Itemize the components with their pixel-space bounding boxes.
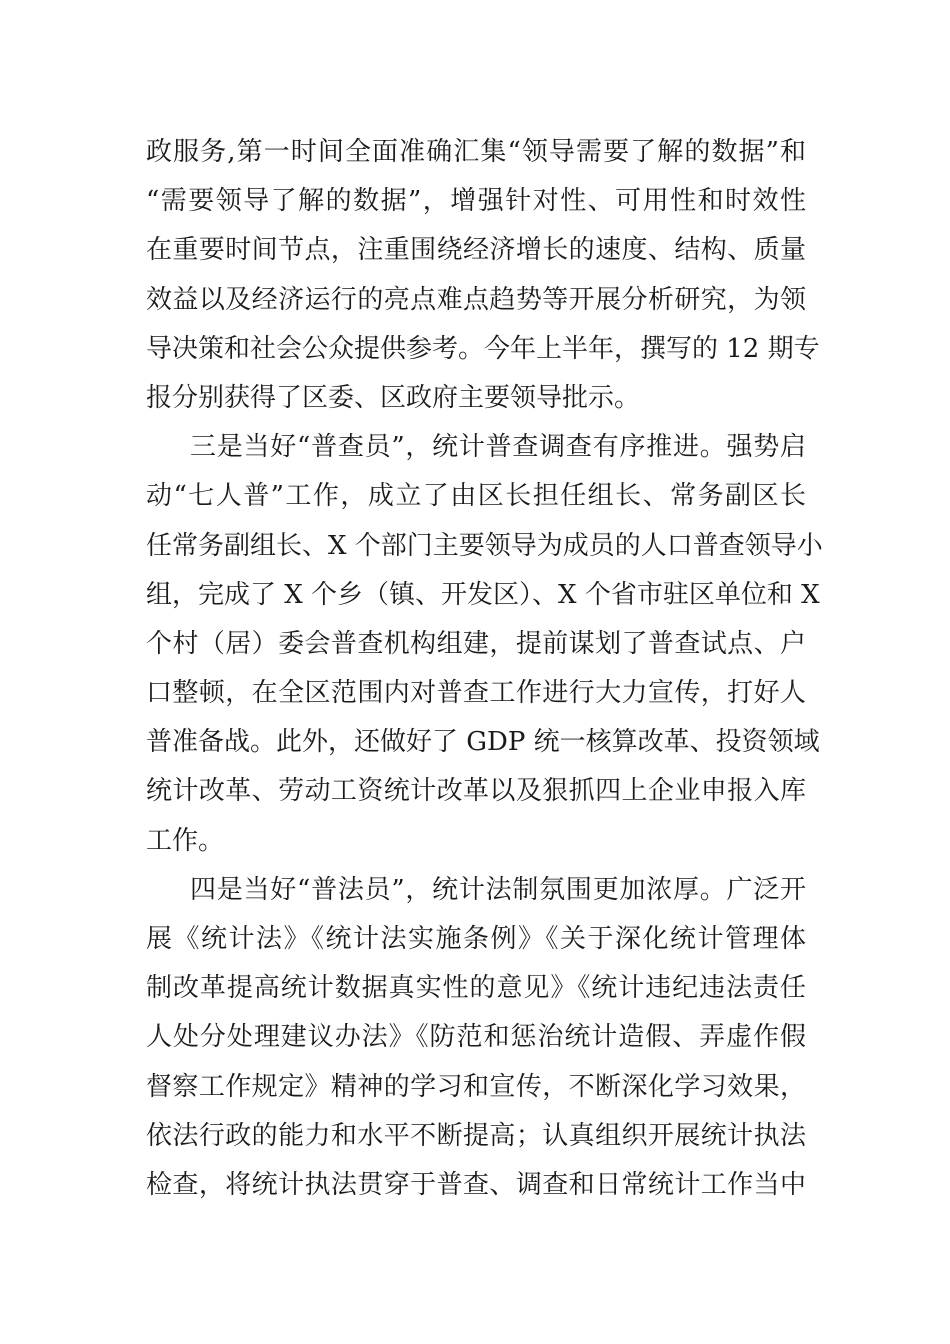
text-line: 在重要时间节点，注重围绕经济增长的速度、结构、质量	[146, 235, 806, 266]
text-line: 普准备战。此外，还做好了 GDP 统一核算改革、投资领域	[146, 727, 820, 758]
text-line: 报分别获得了区委、区政府主要领导批示。	[146, 382, 641, 413]
text-line: 导决策和社会公众提供参考。今年上半年，撰写的 12 期专	[146, 333, 820, 364]
text-line: 个村（居）委会普查机构组建，提前谋划了普查试点、户	[146, 628, 806, 659]
text-line: 督察工作规定》精神的学习和宣传，不断深化学习效果，	[146, 1071, 806, 1102]
text-line: 依法行政的能力和水平不断提高；认真组织开展统计执法	[146, 1120, 806, 1151]
paragraph-start-line: 四是当好“普法员”，统计法制氛围更加浓厚。广泛开	[190, 874, 806, 905]
text-line: 展《统计法》《统计法实施条例》《关于深化统计管理体	[146, 924, 806, 954]
text-line: 制改革提高统计数据真实性的意见》《统计违纪违法责任	[146, 973, 806, 1004]
paragraph-start-line: 三是当好“普查员”，统计普查调查有序推进。强势启	[190, 432, 806, 463]
text-line: 工作。	[146, 825, 225, 856]
text-line: 效益以及经济运行的亮点难点趋势等开展分析研究，为领	[146, 284, 806, 315]
body-text	[146, 128, 823, 1210]
text-line: 动“七人普”工作，成立了由区长担任组长、常务副区长	[146, 481, 806, 512]
text-line: 政服务,第一时间全面准确汇集“领导需要了解的数据”和	[146, 137, 806, 167]
text-line: 任常务副组长、X 个部门主要领导为成员的人口普查领导小	[146, 530, 823, 561]
text-line: 检查，将统计执法贯穿于普查、调查和日常统计工作当中	[146, 1169, 806, 1200]
text-line: 人处分处理建议办法》《防范和惩治统计造假、弄虚作假	[146, 1022, 806, 1053]
text-line: “需要领导了解的数据”，增强针对性、可用性和时效性	[146, 186, 806, 217]
text-line: 统计改革、劳动工资统计改革以及狠抓四上企业申报入库	[146, 776, 806, 807]
text-line: 组，完成了 X 个乡（镇、开发区）、X 个省市驻区单位和 X	[146, 579, 820, 610]
text-line: 口整顿，在全区范围内对普查工作进行大力宣传，打好人	[146, 678, 806, 709]
